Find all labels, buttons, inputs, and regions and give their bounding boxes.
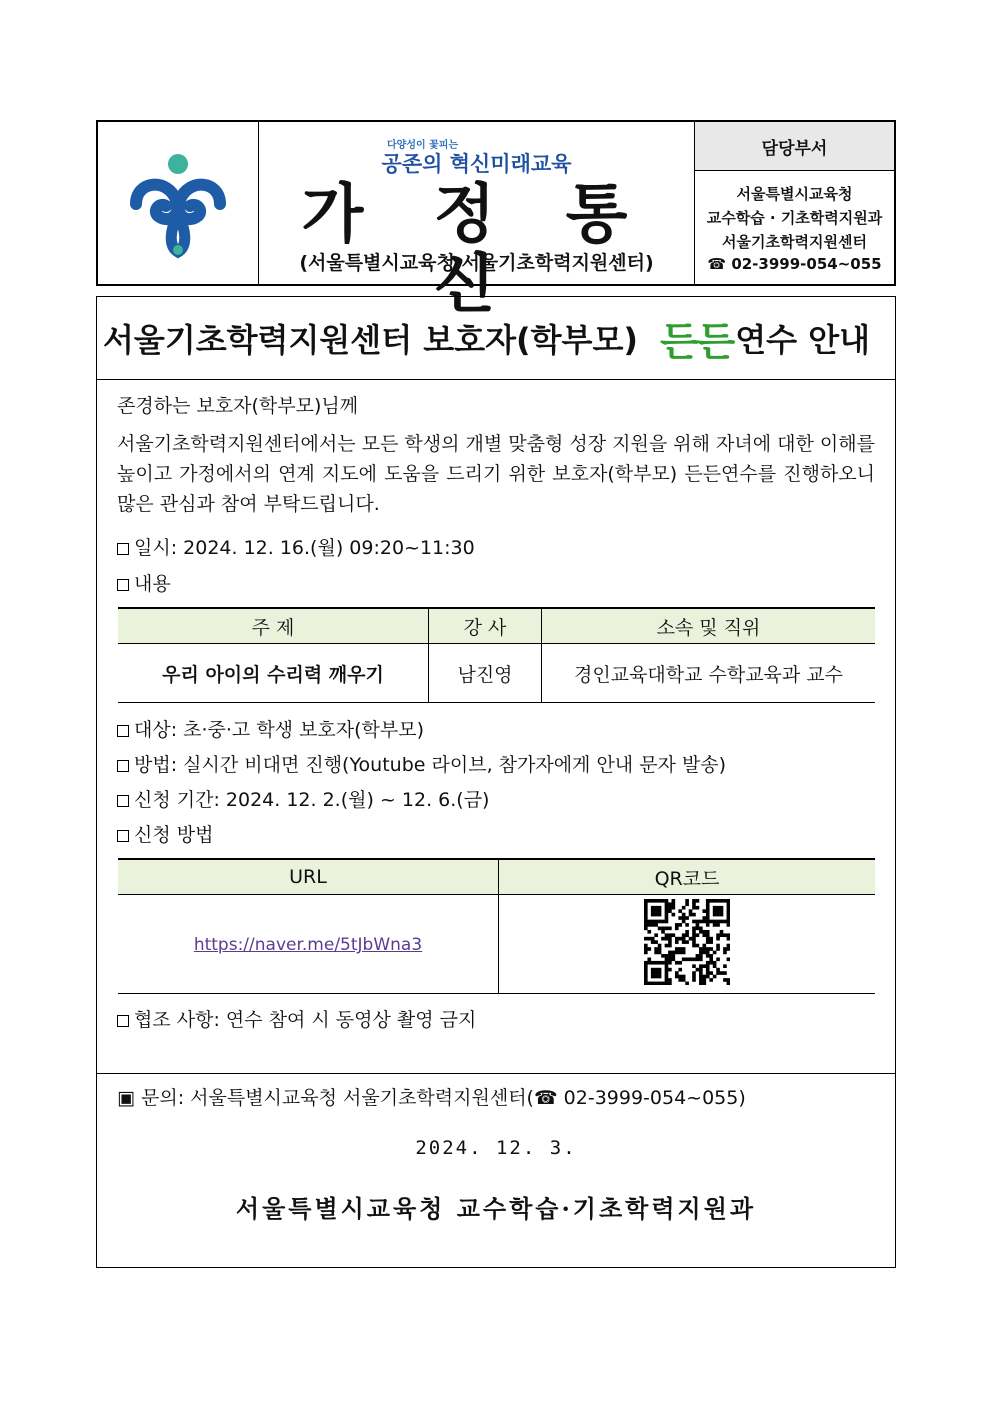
target-item: [117, 715, 424, 742]
cooperation-text: 협조 사항: 연수 참여 시 동영상 촬영 금지: [134, 1009, 477, 1031]
checkbox-bullet-icon: [117, 579, 129, 591]
page-title: 가 정 통 신: [301, 177, 652, 322]
divider: [97, 1073, 895, 1074]
apply-label: 신청 방법: [134, 824, 214, 846]
period-text: 신청 기간: 2024. 12. 2.(월) ~ 12. 6.(금): [134, 789, 490, 811]
cooperation-item: [117, 1005, 476, 1032]
schedule-item: [117, 533, 475, 560]
logo-cell: [98, 122, 259, 284]
url-cell: [118, 895, 499, 994]
method-item: [117, 750, 726, 777]
department-line: 서울특별시교육청: [736, 184, 853, 203]
apply-table: [118, 858, 875, 994]
title-cell: [259, 122, 695, 322]
checkbox-bullet-icon: [117, 1015, 129, 1027]
table-header-row: [118, 859, 875, 895]
table-row: [118, 895, 875, 994]
department-cell: [695, 122, 894, 284]
table-header: URL: [118, 859, 499, 895]
checkbox-bullet-icon: [117, 795, 129, 807]
table-header: 주 제: [118, 608, 429, 644]
department-phone: ☎ 02-3999-054~055: [707, 254, 882, 273]
department-line: 교수학습 · 기초학력지원과: [706, 208, 883, 227]
content-label: 내용: [134, 573, 171, 595]
page-subtitle: (서울특별시교육청 서울기초학력지원센터): [299, 252, 654, 274]
title-end: 연수 안내: [735, 321, 871, 359]
qr-code-icon[interactable]: [644, 899, 730, 985]
title-main: 서울기초학력지원센터 보호자(학부모): [103, 321, 638, 359]
table-header: 소속 및 직위: [542, 608, 876, 644]
table-cell-affiliation: 경인교육대학교 수학교육과 교수: [542, 644, 876, 703]
table-header: 강 사: [429, 608, 542, 644]
intro-paragraph: 서울기초학력지원센터에서는 모든 학생의 개별 맞춤형 성장 지원을 위해 자녀에 대한 이해를 높이고 가정에서의 연계 지도에 도움을 드리기 위한 보호자(학부모) 든든연수를 진행하오니 많은 관심과 참여 부탁드립니다.: [117, 433, 875, 515]
period-item: [117, 785, 489, 812]
content-table: [118, 607, 875, 703]
department-label: 담당부서: [695, 122, 894, 171]
contact-info: ▣ 문의: 서울특별시교육청 서울기초학력지원센터(☎ 02-3999-054~055): [117, 1087, 746, 1109]
greeting: 존경하는 보호자(학부모)님께: [117, 395, 359, 417]
slogan-small: 다양성이 꽃피는: [387, 140, 459, 151]
signature: 서울특별시교육청 교수학습·기초학력지원과: [235, 1194, 757, 1223]
checkbox-bullet-icon: [117, 725, 129, 737]
slogan: 공존의 혁신미래교육: [381, 152, 572, 176]
content-item: [117, 569, 171, 596]
table-row: [118, 644, 875, 703]
schedule-text: 일시: 2024. 12. 16.(월) 09:20~11:30: [134, 537, 475, 559]
table-cell-lecturer: 남진영: [429, 644, 542, 703]
header-box: [96, 120, 896, 322]
checkbox-bullet-icon: [117, 830, 129, 842]
title-highlight: 든든: [659, 318, 734, 365]
document-body: [96, 296, 896, 1268]
table-header: QR코드: [499, 859, 876, 895]
method-text: 방법: 실시간 비대면 진행(Youtube 라이브, 참가자에게 안내 문자 발송): [134, 754, 727, 776]
checkbox-bullet-icon: [117, 760, 129, 772]
table-header-row: [118, 608, 875, 644]
apply-url-link[interactable]: https://naver.me/5tJbWna3: [193, 935, 423, 955]
seoul-education-logo: [98, 122, 258, 284]
target-text: 대상: 초·중·고 학생 보호자(학부모): [134, 719, 425, 741]
department-info: [695, 171, 894, 284]
document-title: [97, 297, 895, 380]
checkbox-bullet-icon: [117, 543, 129, 555]
table-cell-topic: 우리 아이의 수리력 깨우기: [118, 644, 429, 703]
document-date: 2024. 12. 3.: [415, 1137, 577, 1159]
department-line: 서울기초학력지원센터: [722, 232, 867, 251]
apply-item: [117, 820, 213, 847]
qr-cell: [499, 895, 876, 994]
